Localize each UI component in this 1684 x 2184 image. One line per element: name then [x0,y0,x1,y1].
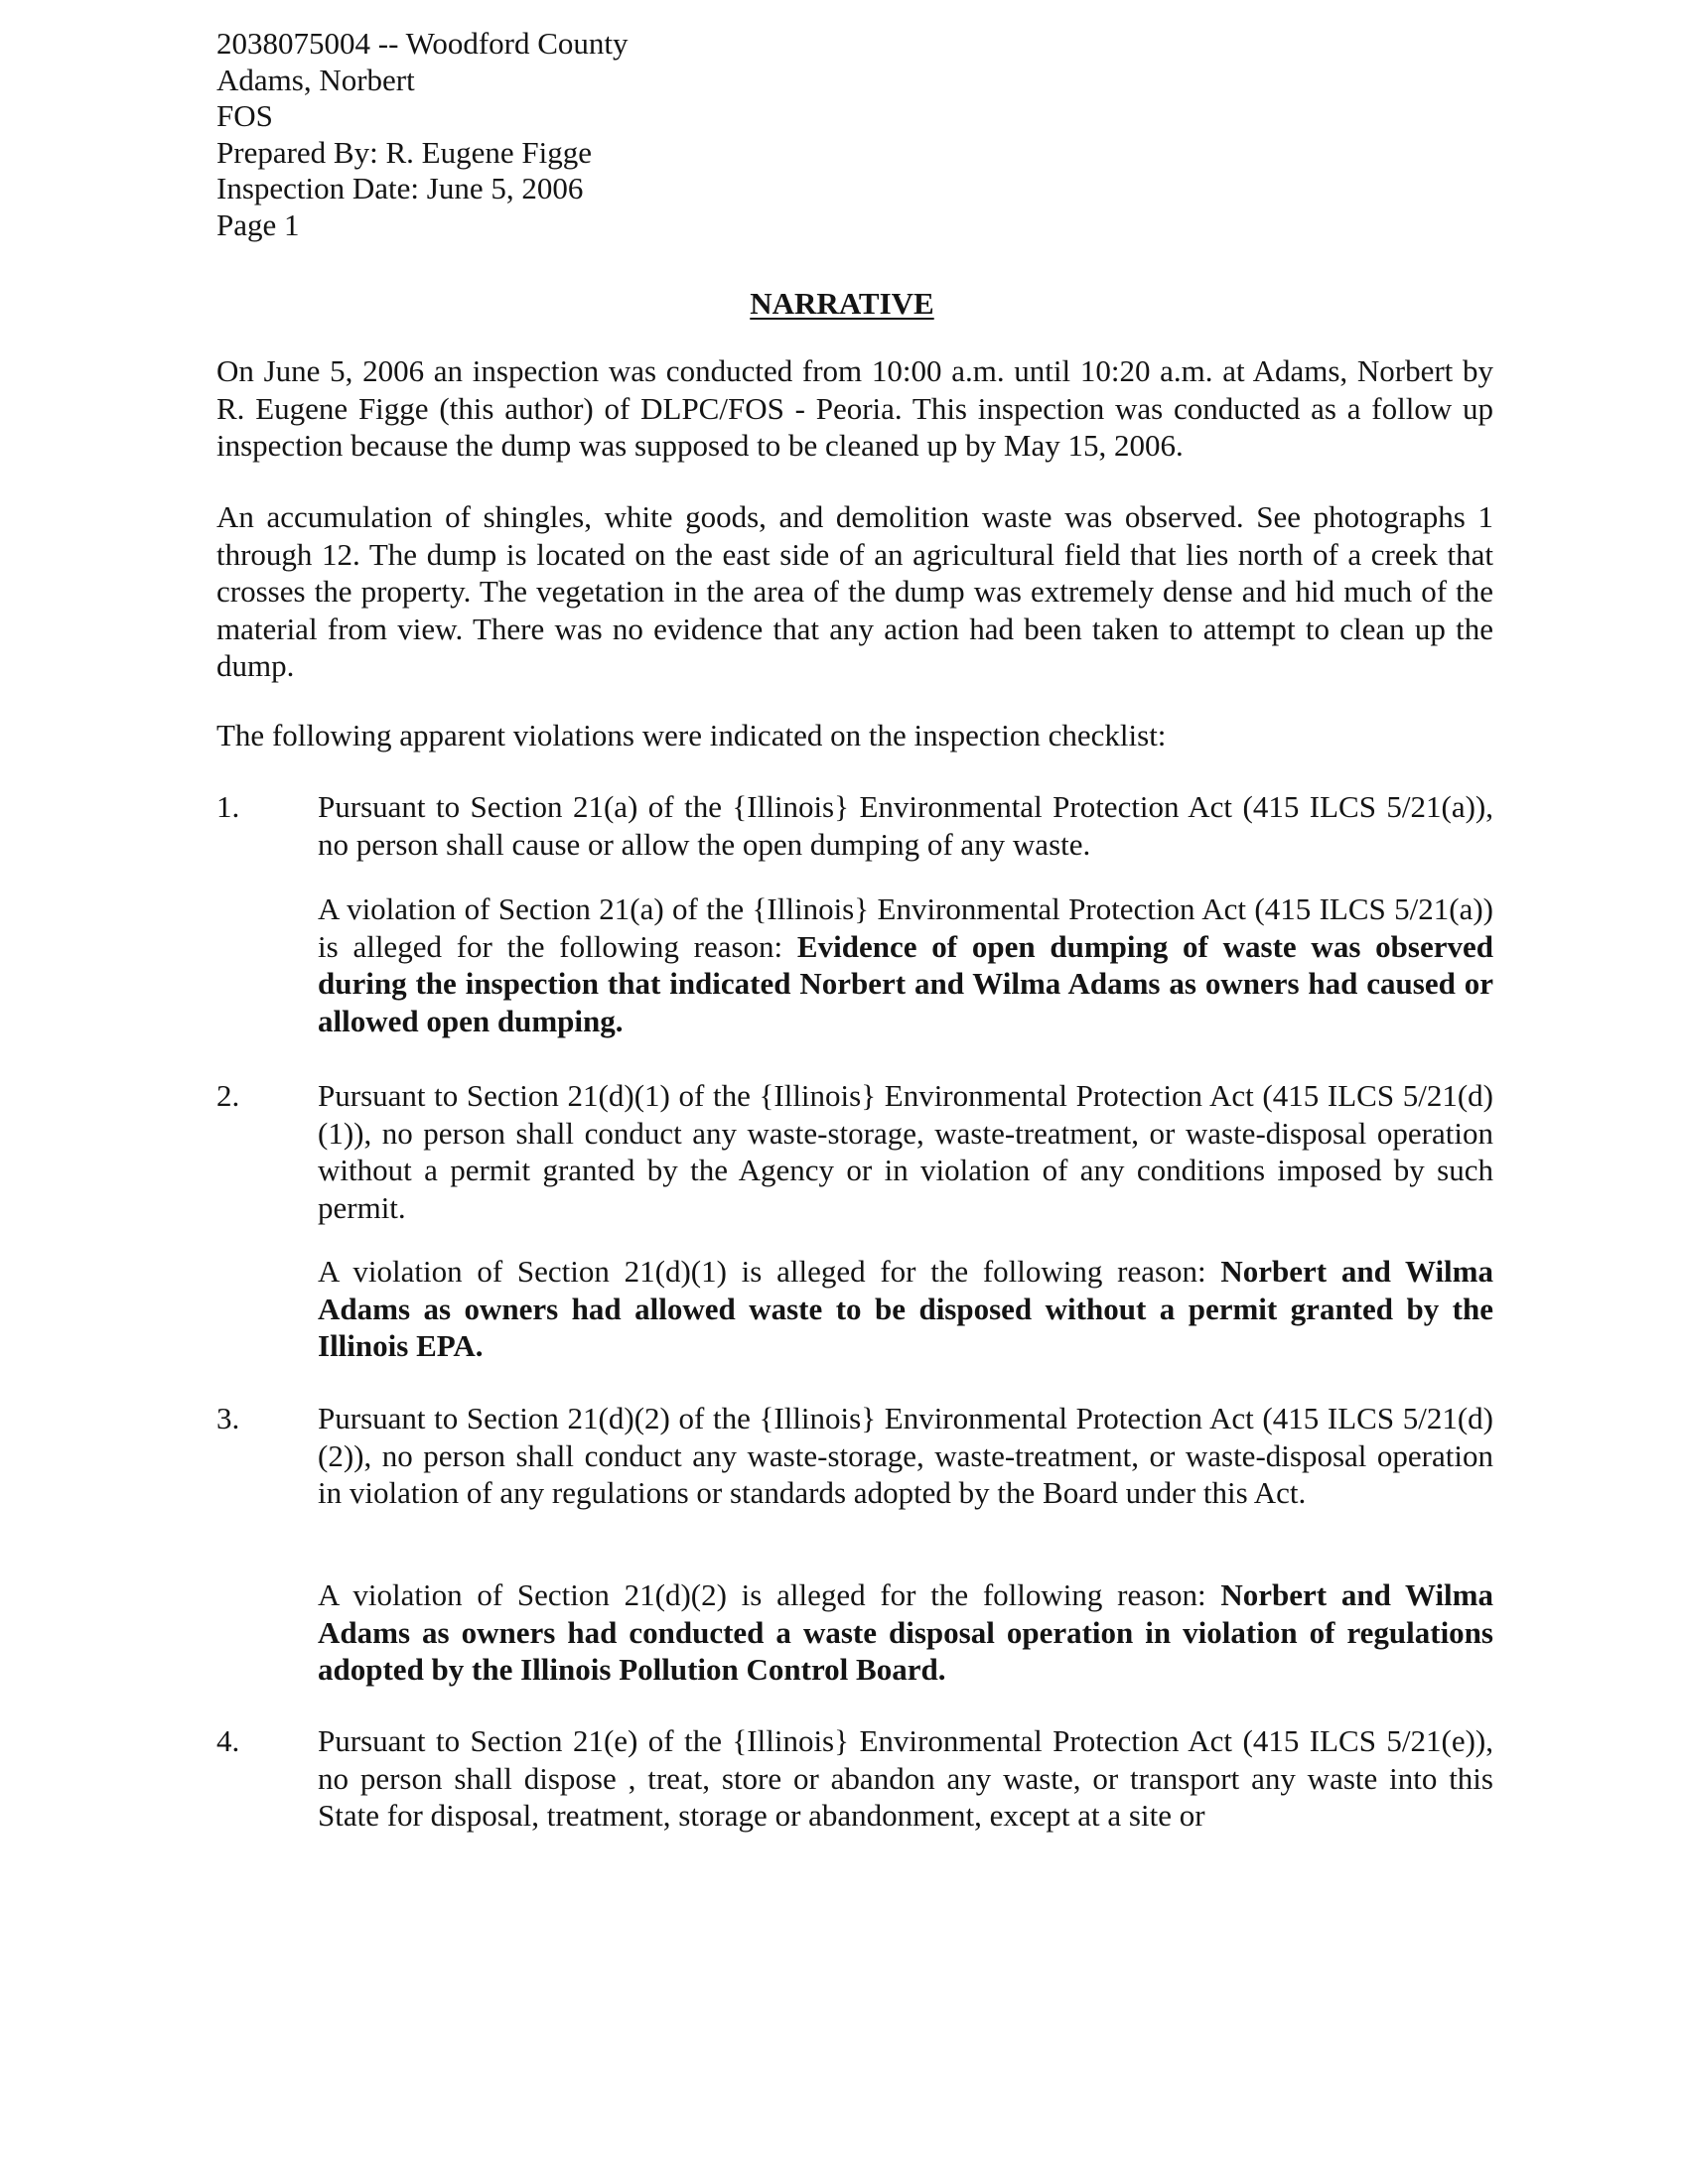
violation-3-allegation-reason: Norbert and Wilma Adams as owners had conducted a waste disposal operation in violation of regulations adopted by the Illinois Pollution Control Board. [318,1577,1493,1687]
violation-2-allegation [318,1253,1493,1365]
violation-1-number: 1. [216,789,240,824]
violation-2-allegation-reason: Norbert and Wilma Adams as owners had allowed waste to be disposed without a permit granted by the Illinois EPA. [318,1254,1493,1363]
violation-1-allegation-prefix: A violation of Section 21(a) of the {Illinois} Environmental Protection Act (415 ILCS 5/21(a)) is alleged for the following reason: [318,891,1493,964]
violation-3-allegation [318,1576,1493,1689]
violation-1-statute: Pursuant to Section 21(a) of the {Illinois} Environmental Protection Act (415 ILCS 5/21(a)), no person shall cause or allow the open dumping of any waste. [318,789,1493,862]
violation-2-statute: Pursuant to Section 21(d)(1) of the {Illinois} Environmental Protection Act (415 ILCS 5/21(d)(1)), no person shall conduct any waste-storage, waste-treatment, or waste-disposal operation without a permit granted by the Agency or in violation of any conditions imposed by such permit. [318,1078,1493,1225]
violation-2-number: 2. [216,1078,240,1113]
header-site-name: Adams, Norbert [216,62,415,97]
header-prepared-by: Prepared By: R. Eugene Figge [216,134,592,170]
violation-3-number: 3. [216,1401,240,1435]
violation-3-statute: Pursuant to Section 21(d)(2) of the {Illinois} Environmental Protection Act (415 ILCS 5/21(d)(2)), no person shall conduct any waste-storage, waste-treatment, or waste-disposal operation in violation of any regulations or standards adopted by the Board under this Act. [318,1401,1493,1510]
violation-1-allegation-reason: Evidence of open dumping of waste was observed during the inspection that indicated Norbert and Wilma Adams as owners had caused or allowed open dumping. [318,928,1493,1038]
paragraph-violations-intro: The following apparent violations were indicated on the inspection checklist: [216,718,1167,752]
header-inspection-date: Inspection Date: June 5, 2006 [216,171,584,205]
paragraph-observations: An accumulation of shingles, white goods, and demolition waste was observed. See photographs 1 through 12. The dump is located on the east side of an agricultural field that lies north of a creek that crosses the property. The vegetation in the area of the dump was extremely dense and hid much of the material from view. There was no evidence that any action had been taken to attempt to clean up the dump. [216,499,1493,683]
violation-3-allegation-prefix: A violation of Section 21(d)(2) is alleged for the following reason: [318,1577,1221,1612]
header-page-number: Page 1 [216,206,300,242]
header-unit: FOS [216,98,273,133]
paragraph-inspection-summary: On June 5, 2006 an inspection was conducted from 10:00 a.m. until 10:20 a.m. at Adams, Norbert by R. Eugene Figge (this author) of DLPC/FOS - Peoria. This inspection was conducted as a follow up inspection because the dump was supposed to be cleaned up by May 15, 2006. [216,353,1493,463]
document-header [216,26,629,243]
violation-1-allegation [318,890,1493,1039]
narrative-title: NARRATIVE [750,286,934,321]
header-file-id: 2038075004 -- Woodford County [216,26,629,61]
violation-4-number: 4. [216,1723,240,1758]
violation-2-allegation-prefix: A violation of Section 21(d)(1) is alleged for the following reason: [318,1254,1221,1289]
violation-4-statute: Pursuant to Section 21(e) of the {Illinois} Environmental Protection Act (415 ILCS 5/21(e)), no person shall dispose , treat, store or abandon any waste, or transport any waste into this State for disposal, treatment, storage or abandonment, except at a site or [318,1723,1493,1833]
